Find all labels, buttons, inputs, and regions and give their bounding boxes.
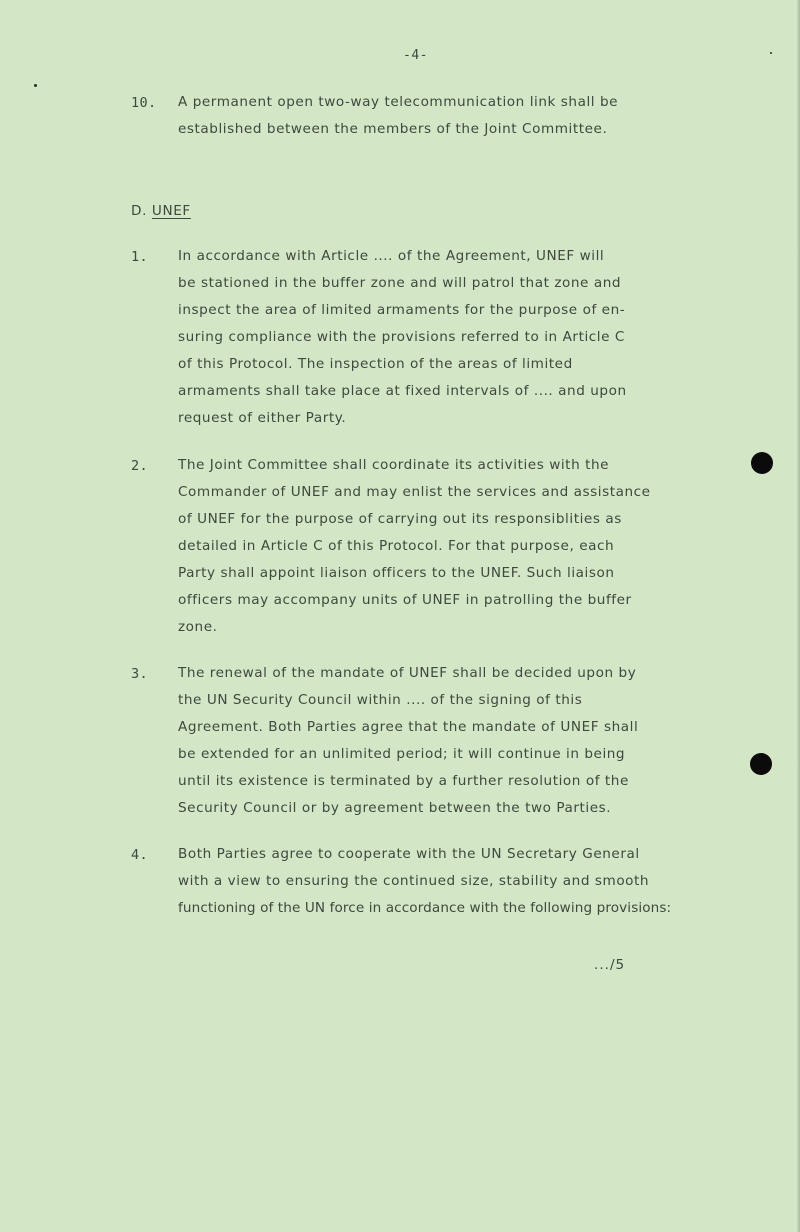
page-number: -4- — [403, 48, 428, 63]
paragraph-line: established between the members of the Joint Committee. — [178, 121, 608, 137]
section-heading — [131, 203, 191, 219]
item-line: until its existence is terminated by a further resolution of the — [178, 773, 629, 789]
item-line: armaments shall take place at fixed intervals of .... and upon — [178, 383, 627, 399]
item-line: detailed in Article C of this Protocol. For that purpose, each — [178, 538, 615, 554]
item-number: 1. — [131, 249, 149, 265]
paper-speck — [770, 52, 772, 54]
paragraph-line: A permanent open two-way telecommunication link shall be — [178, 94, 619, 110]
continuation-marker: .../5 — [594, 957, 626, 973]
paragraph-number: 10. — [131, 95, 157, 111]
item-line: Party shall appoint liaison officers to the UNEF. Such liaison — [178, 565, 615, 581]
item-line: The Joint Committee shall coordinate its activities with the — [178, 457, 610, 473]
item-line: the UN Security Council within .... of the signing of this — [178, 692, 583, 708]
item-line: be stationed in the buffer zone and will patrol that zone and — [178, 275, 622, 291]
item-line: request of either Party. — [178, 410, 347, 426]
item-line: be extended for an unlimited period; it will continue in being — [178, 746, 626, 762]
item-line: of this Protocol. The inspection of the areas of limited — [178, 356, 573, 372]
item-line: of UNEF for the purpose of carrying out its responsiblities as — [178, 511, 622, 527]
item-line: officers may accompany units of UNEF in patrolling the buffer — [178, 592, 632, 608]
item-line: zone. — [178, 619, 218, 635]
item-line: Commander of UNEF and may enlist the services and assistance — [178, 484, 651, 500]
item-line: inspect the area of limited armaments for the purpose of en- — [178, 302, 626, 318]
paper-speck — [34, 84, 37, 87]
item-line: In accordance with Article .... of the Agreement, UNEF will — [178, 248, 605, 264]
punch-hole — [751, 452, 773, 474]
item-line: Security Council or by agreement between the two Parties. — [178, 800, 612, 816]
section-letter: D. — [131, 203, 147, 219]
item-number: 3. — [131, 666, 149, 682]
item-number: 2. — [131, 458, 149, 474]
item-line: functioning of the UN force in accordance with the following provisions: — [178, 900, 672, 916]
item-number: 4. — [131, 847, 149, 863]
item-line: suring compliance with the provisions referred to in Article C — [178, 329, 625, 345]
item-line: The renewal of the mandate of UNEF shall be decided upon by — [178, 665, 637, 681]
punch-hole — [750, 753, 772, 775]
item-line: Agreement. Both Parties agree that the mandate of UNEF shall — [178, 719, 639, 735]
item-line: with a view to ensuring the continued size, stability and smooth — [178, 873, 650, 889]
item-line: Both Parties agree to cooperate with the UN Secretary General — [178, 846, 640, 862]
section-title: UNEF — [151, 203, 191, 219]
